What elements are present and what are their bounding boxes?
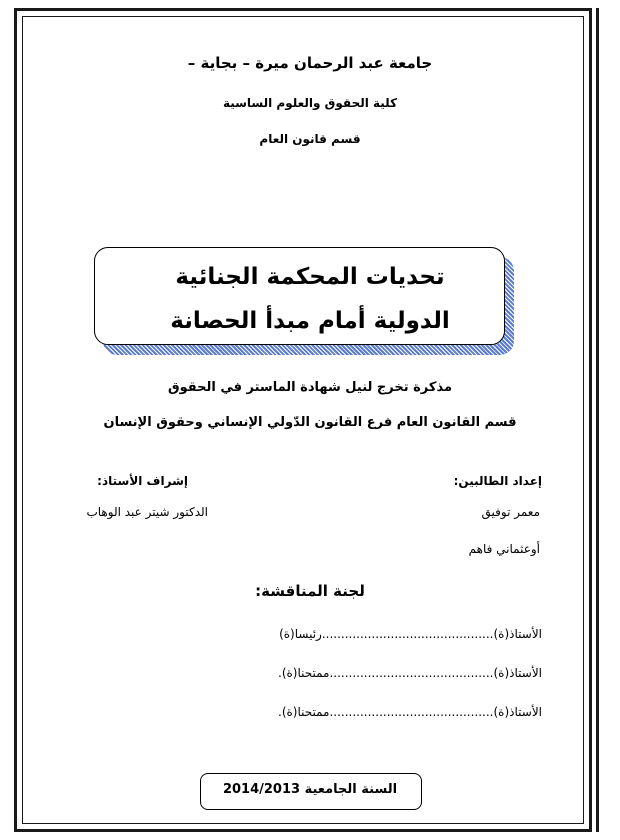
thesis-title-line2: الدولية أمام مبدأ الحصانة xyxy=(170,308,450,334)
students-label: إعداد الطالبين: xyxy=(453,474,542,488)
supervisor-label: إشراف الأستاذ: xyxy=(97,474,188,488)
thesis-title-line1: تحديات المحكمة الجنائية xyxy=(175,264,445,290)
degree-statement: مذكرة تخرج لنيل شهادة الماستر في الحقوق xyxy=(167,380,453,395)
committee-member-president: الأستاذ(ة).............................................رئيسا(ة) xyxy=(279,627,542,641)
specialty-statement: قسم القانون العام فرع القانون الدّولي الإنساني وحقوق الإنسان xyxy=(103,415,517,430)
university-name: جامعة عبد الرحمان ميرة – بجاية – xyxy=(187,54,433,72)
committee-member-examiner: الأستاذ(ة)...........................................ممتحنا(ة). xyxy=(278,666,542,680)
student-name: أوعثماني فاهم xyxy=(468,542,540,556)
supervisor-name: الدكتور شيتر عبد الوهاب xyxy=(86,505,208,519)
committee-member-examiner: الأستاذ(ة)...........................................ممتحنا(ة). xyxy=(278,705,542,719)
faculty-name: كلية الحقوق والعلوم الساسية xyxy=(222,96,398,110)
student-name: معمر توفيق xyxy=(481,505,540,519)
department-name: قسم قانون العام xyxy=(259,132,361,146)
committee-title: لجنة المناقشة: xyxy=(255,582,365,600)
academic-year: السنة الجامعية 2014/2013 xyxy=(222,782,398,797)
